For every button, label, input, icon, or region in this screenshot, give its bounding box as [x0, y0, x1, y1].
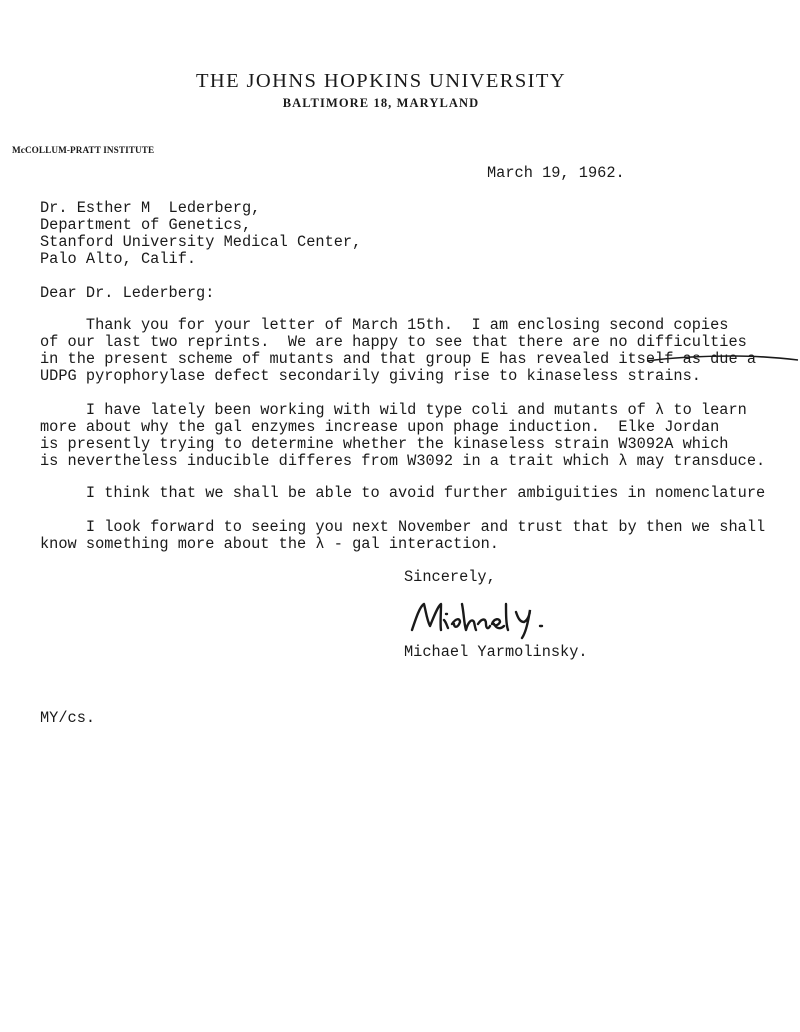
letter-date: March 19, 1962.	[487, 164, 625, 182]
body-line: I think that we shall be able to avoid further ambiguities in nomenclature	[40, 484, 766, 502]
body-line: I have lately been working with wild type coli and mutants of λ to learn	[40, 401, 747, 419]
handwritten-signature	[408, 598, 558, 640]
body-line: I look forward to seeing you next November and trust that by then we shall	[40, 518, 766, 536]
typist-initials: MY/cs.	[40, 709, 96, 727]
body-line: know something more about the λ - gal interaction.	[40, 535, 499, 553]
salutation: Dear Dr. Lederberg:	[40, 284, 215, 302]
recipient-line: Stanford University Medical Center,	[40, 233, 362, 251]
body-line: in the present scheme of mutants and that group E has revealed itself as due a	[40, 350, 757, 368]
letterhead-address: BALTIMORE 18, MARYLAND	[282, 96, 480, 110]
body-line: more about why the gal enzymes increase upon phage induction. Elke Jordan	[40, 418, 720, 436]
body-line: is nevertheless inducible differes from W3092 in a trait which λ may transduce.	[40, 452, 766, 470]
handwritten-strike-mark	[645, 353, 800, 365]
recipient-line: Palo Alto, Calif.	[40, 250, 197, 268]
letterhead-institute: McCOLLUM-PRATT INSTITUTE	[12, 145, 155, 155]
body-line: UDPG pyrophorylase defect secondarily giving rise to kinaseless strains.	[40, 367, 701, 385]
closing: Sincerely,	[404, 568, 496, 586]
body-line: of our last two reprints. We are happy to see that there are no difficulties	[40, 333, 747, 351]
letterhead-university: THE JOHNS HOPKINS UNIVERSITY	[195, 70, 567, 92]
body-line: is presently trying to determine whether the kinaseless strain W3092A which	[40, 435, 729, 453]
signer-name: Michael Yarmolinsky.	[404, 643, 588, 661]
recipient-line: Department of Genetics,	[40, 216, 252, 234]
recipient-line: Dr. Esther M Lederberg,	[40, 199, 261, 217]
body-line: Thank you for your letter of March 15th. I am enclosing second copies	[40, 316, 729, 334]
